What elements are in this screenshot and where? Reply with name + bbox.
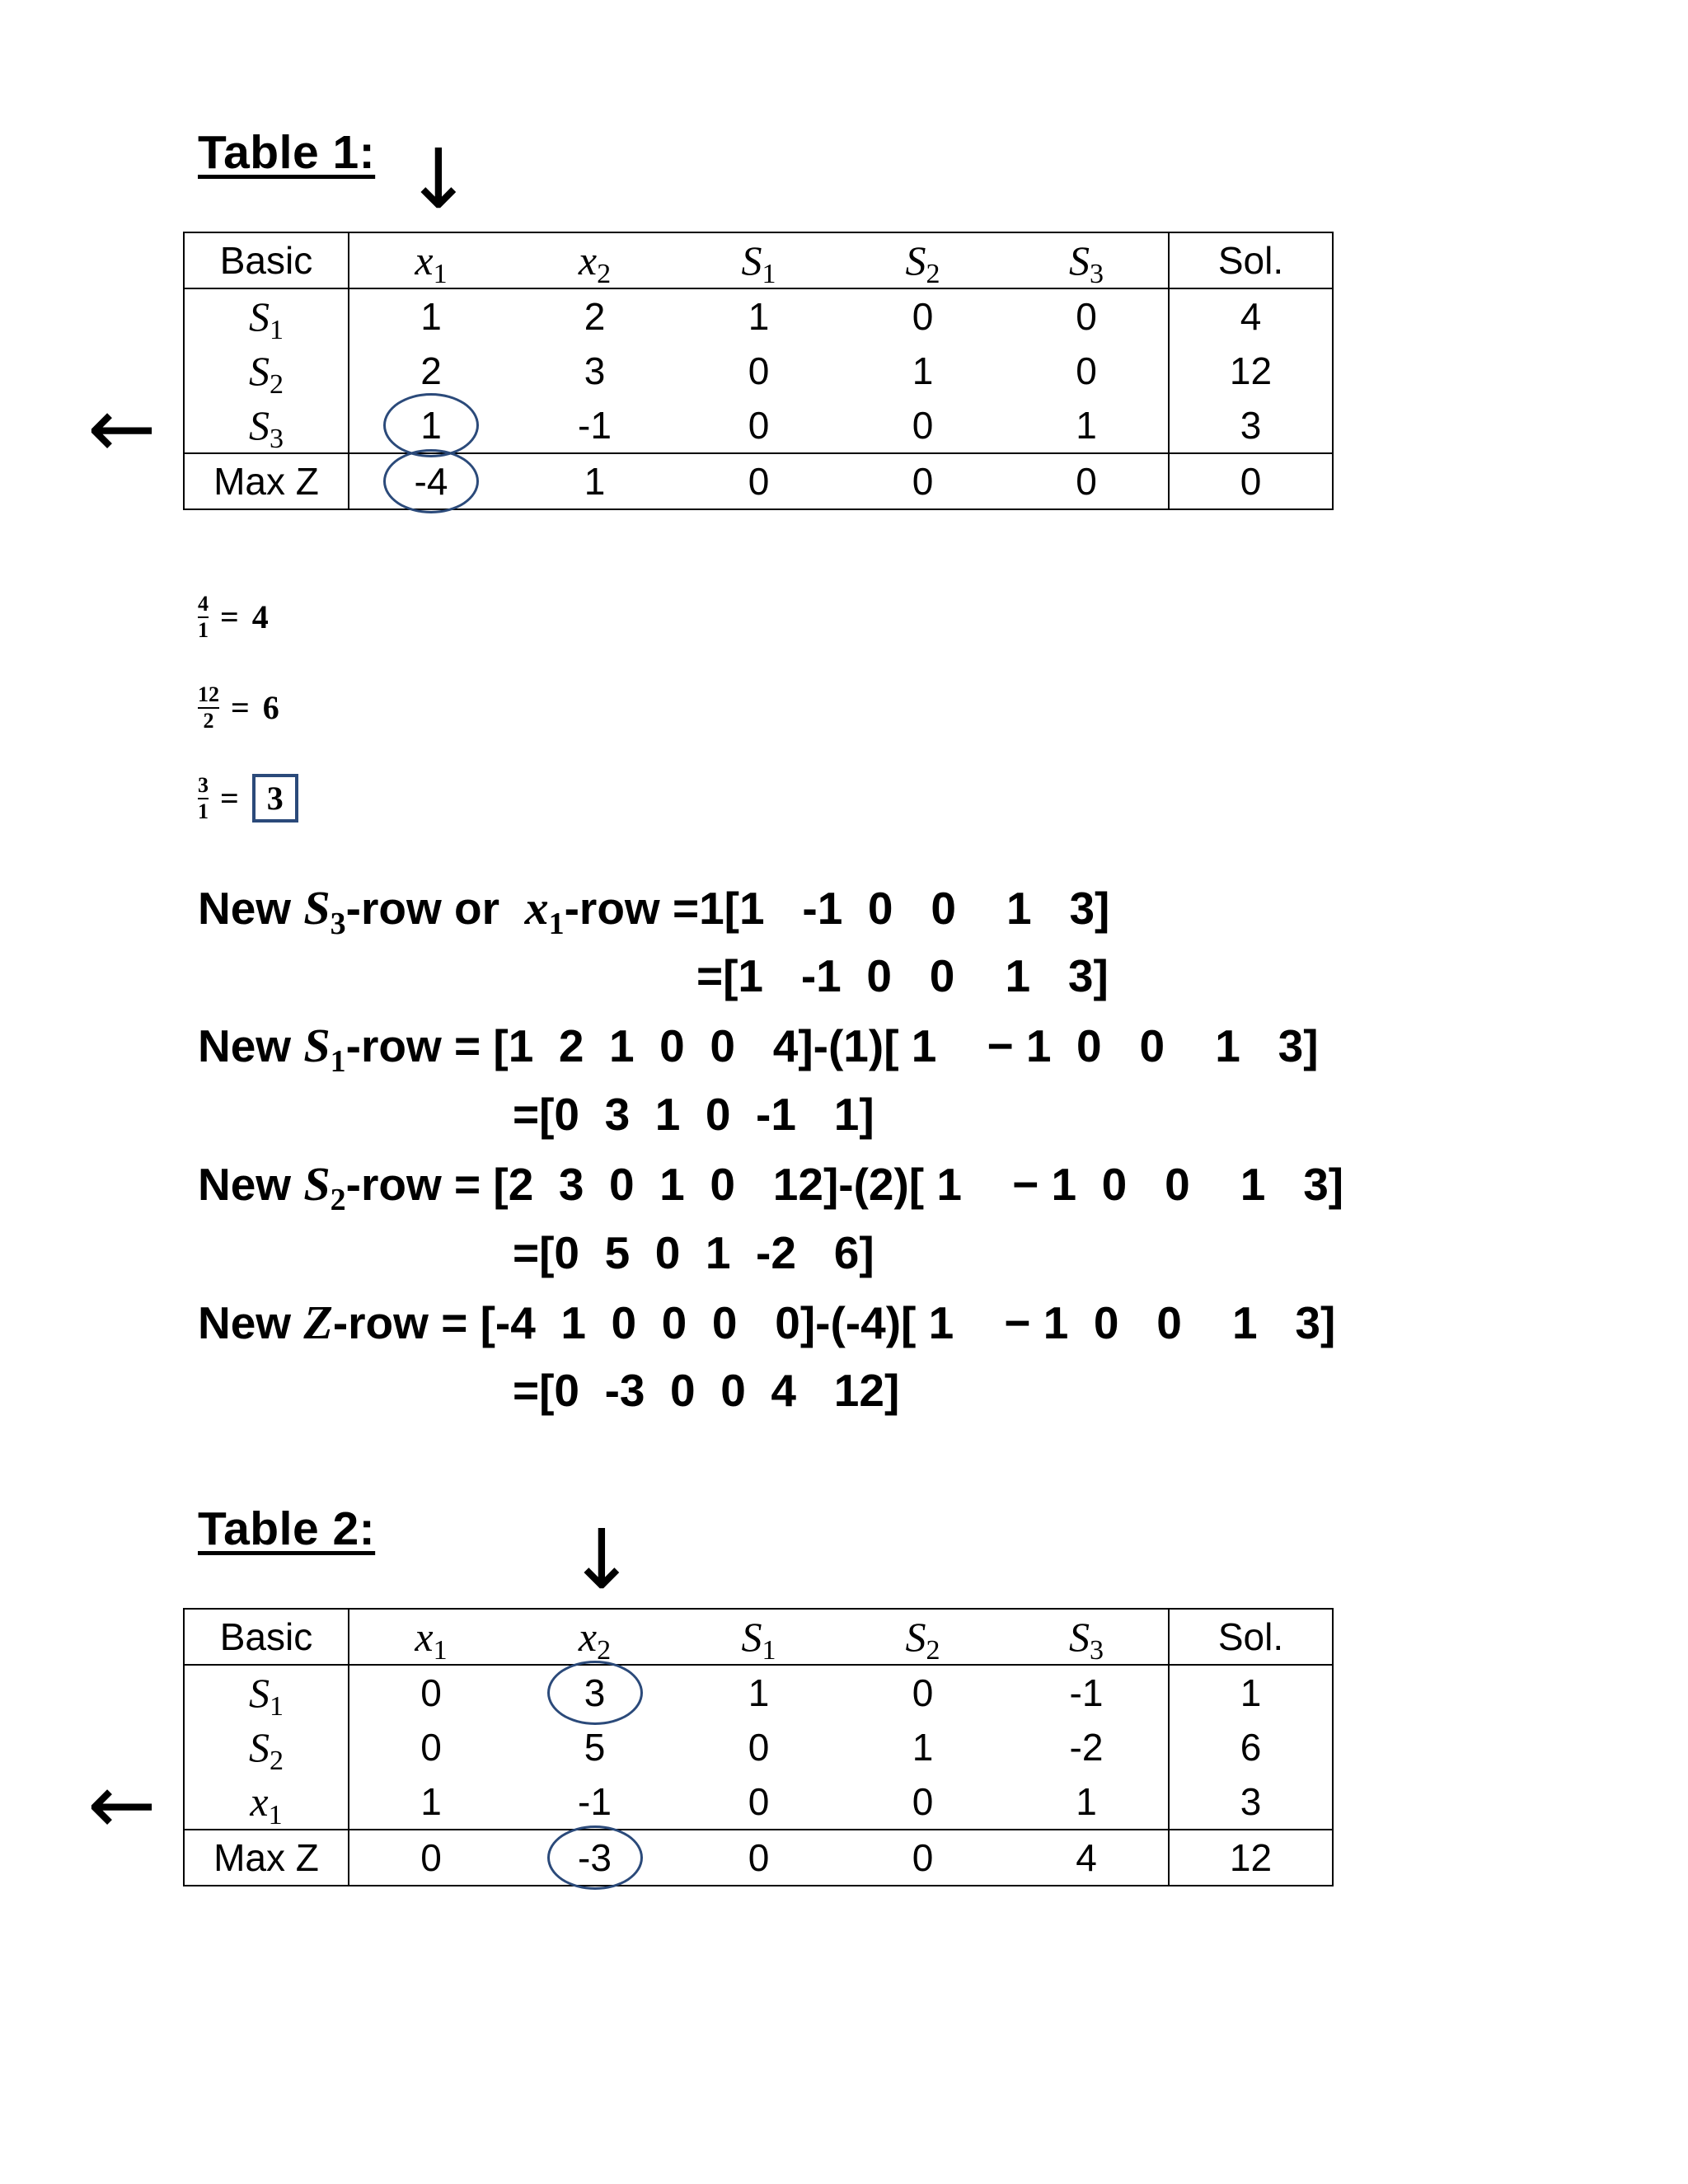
- value-cell: [349, 453, 513, 509]
- column-header: [841, 232, 1005, 288]
- value-cell: 0: [677, 1774, 841, 1830]
- row-operation-line: New $S_3$-row or $x_1$-row =1[1 -1 0 0 1 3]: [198, 881, 1110, 941]
- value-cell: 4: [1169, 288, 1333, 344]
- min-ratio-box: 3: [252, 774, 298, 823]
- variable-label: $x_1$: [250, 1779, 283, 1830]
- value-cell: 0: [841, 1774, 1005, 1830]
- variable-label: $x_1$: [415, 1614, 448, 1666]
- value-cell: [349, 398, 513, 453]
- value-cell: 1: [912, 349, 934, 392]
- row-operation-line: New Z-row = [-4 1 0 0 0 0]-(-4)[ 1 − 1 0 0 1 3]: [198, 1296, 1336, 1349]
- variable-label: $x_2$: [578, 1614, 612, 1666]
- value-cell: 0: [748, 1836, 770, 1879]
- table-row: [184, 288, 1333, 344]
- value-cell: 0: [1169, 453, 1333, 509]
- row-operation-line: New $S_1$-row = [1 2 1 0 0 4]-(1)[ 1 − 1 0 0 1 3]: [198, 1019, 1319, 1079]
- basic-variable-cell: [184, 344, 349, 398]
- variable-label: $S_2$: [905, 237, 940, 289]
- row-operation-line: =[0 -3 0 0 4 12]: [513, 1365, 900, 1416]
- row-operation-line: =[1 -1 0 0 1 3]: [696, 950, 1109, 1001]
- column-header: Sol.: [1169, 1609, 1333, 1665]
- column-header: Basic: [184, 1609, 349, 1665]
- value-cell: 1: [1005, 1774, 1169, 1830]
- variable-label: $S_1$: [249, 1670, 284, 1722]
- variable-label: $S_2$: [249, 1724, 284, 1776]
- table-header-row: [184, 1609, 1333, 1665]
- basic-variable-cell: [184, 1665, 349, 1720]
- basic-variable-cell: [184, 288, 349, 344]
- column-header: Sol.: [1169, 232, 1333, 288]
- value-cell: 2: [420, 349, 442, 392]
- basic-variable-cell: [184, 398, 349, 453]
- value-cell: 12: [1169, 344, 1333, 398]
- entering-column-arrow-icon: ↓: [567, 1511, 636, 1608]
- value-cell: -2: [1069, 1726, 1104, 1769]
- value-cell: 3: [1169, 398, 1333, 453]
- value-cell: 0: [1076, 295, 1097, 338]
- column-header: [349, 232, 513, 288]
- value-cell: 0: [912, 1671, 934, 1714]
- row-operation-line: New $S_2$-row = [2 3 0 1 0 12]-(2)[ 1 − 1 0 0 1 3]: [198, 1157, 1344, 1217]
- basic-variable-cell: [184, 1774, 349, 1830]
- basic-variable-cell: Max Z: [184, 453, 349, 509]
- table-row: [184, 398, 1333, 453]
- variable-label: $S_3$: [1069, 1614, 1104, 1666]
- table-row: [184, 1774, 1333, 1830]
- column-header: [513, 1609, 677, 1665]
- value-cell: 1: [349, 1774, 513, 1830]
- value-cell: 0: [748, 460, 770, 503]
- column-header: [841, 1609, 1005, 1665]
- value-cell: 1: [748, 295, 770, 338]
- value-cell: 3: [1169, 1774, 1333, 1830]
- value-cell: 0: [1076, 460, 1097, 503]
- value-cell: 5: [584, 1726, 606, 1769]
- value-cell: -1: [1069, 1671, 1104, 1714]
- value-cell: 0: [1076, 349, 1097, 392]
- value-cell: [513, 1830, 677, 1886]
- circled-value: -4: [414, 460, 448, 503]
- column-header: [677, 1609, 841, 1665]
- value-cell: 0: [420, 1836, 442, 1879]
- leaving-row-arrow-icon: ←: [87, 1756, 157, 1853]
- variable-label: $S_1$: [741, 237, 776, 289]
- simplex-table-1: [183, 232, 1334, 510]
- column-header: [1005, 1609, 1169, 1665]
- value-cell: 0: [420, 1671, 442, 1714]
- variable-label: $S_2$: [905, 1614, 940, 1666]
- column-header: [349, 1609, 513, 1665]
- table1-title: Table 1:: [198, 126, 376, 179]
- column-header: [513, 232, 677, 288]
- leaving-row-arrow-icon: ←: [87, 380, 157, 476]
- variable-label: $S_3$: [249, 402, 284, 454]
- ratio-test-line: 4 1 = 4: [198, 592, 269, 642]
- table-row: [184, 1830, 1333, 1886]
- row-operation-line: =[0 5 0 1 -2 6]: [513, 1227, 874, 1278]
- variable-label: $S_1$: [741, 1614, 776, 1666]
- value-cell: 0: [912, 460, 934, 503]
- circled-value: 3: [584, 1671, 606, 1714]
- table-row: [184, 1720, 1333, 1774]
- ratio-test-line: 3 1 = 3: [198, 773, 298, 824]
- table-row: [184, 1665, 1333, 1720]
- variable-label: $S_2$: [249, 348, 284, 400]
- value-cell: -1: [513, 1774, 677, 1830]
- value-cell: [513, 1665, 677, 1720]
- value-cell: 0: [912, 1836, 934, 1879]
- value-cell: 0: [420, 1726, 442, 1769]
- column-header: Basic: [184, 232, 349, 288]
- value-cell: 0: [841, 398, 1005, 453]
- table2-title: Table 2:: [198, 1502, 376, 1555]
- table-row: [184, 344, 1333, 398]
- value-cell: 1: [912, 1726, 934, 1769]
- value-cell: 0: [748, 349, 770, 392]
- ratio-test-line: 12 2 = 6: [198, 682, 279, 733]
- value-cell: 0: [677, 398, 841, 453]
- circled-value: 1: [420, 404, 442, 447]
- simplex-table-2: [183, 1608, 1334, 1886]
- value-cell: 1: [1169, 1665, 1333, 1720]
- value-cell: 6: [1169, 1720, 1333, 1774]
- value-cell: 1: [420, 295, 442, 338]
- circled-value: -3: [578, 1836, 612, 1879]
- column-header: [677, 232, 841, 288]
- entering-column-arrow-icon: ↓: [404, 131, 473, 227]
- value-cell: 12: [1169, 1830, 1333, 1886]
- table-header-row: [184, 232, 1333, 288]
- variable-label: $x_2$: [578, 237, 612, 289]
- variable-label: $S_3$: [1069, 237, 1104, 289]
- variable-label: $S_1$: [249, 293, 284, 345]
- value-cell: -1: [513, 398, 677, 453]
- row-operation-line: =[0 3 1 0 -1 1]: [513, 1089, 874, 1140]
- value-cell: 1: [748, 1671, 770, 1714]
- value-cell: 0: [912, 295, 934, 338]
- basic-variable-cell: Max Z: [184, 1830, 349, 1886]
- value-cell: 4: [1076, 1836, 1097, 1879]
- value-cell: 3: [584, 349, 606, 392]
- column-header: [1005, 232, 1169, 288]
- value-cell: 1: [1005, 398, 1169, 453]
- variable-label: $x_1$: [415, 237, 448, 289]
- table-row: [184, 453, 1333, 509]
- value-cell: 2: [584, 295, 606, 338]
- value-cell: 0: [748, 1726, 770, 1769]
- value-cell: 1: [584, 460, 606, 503]
- basic-variable-cell: [184, 1720, 349, 1774]
